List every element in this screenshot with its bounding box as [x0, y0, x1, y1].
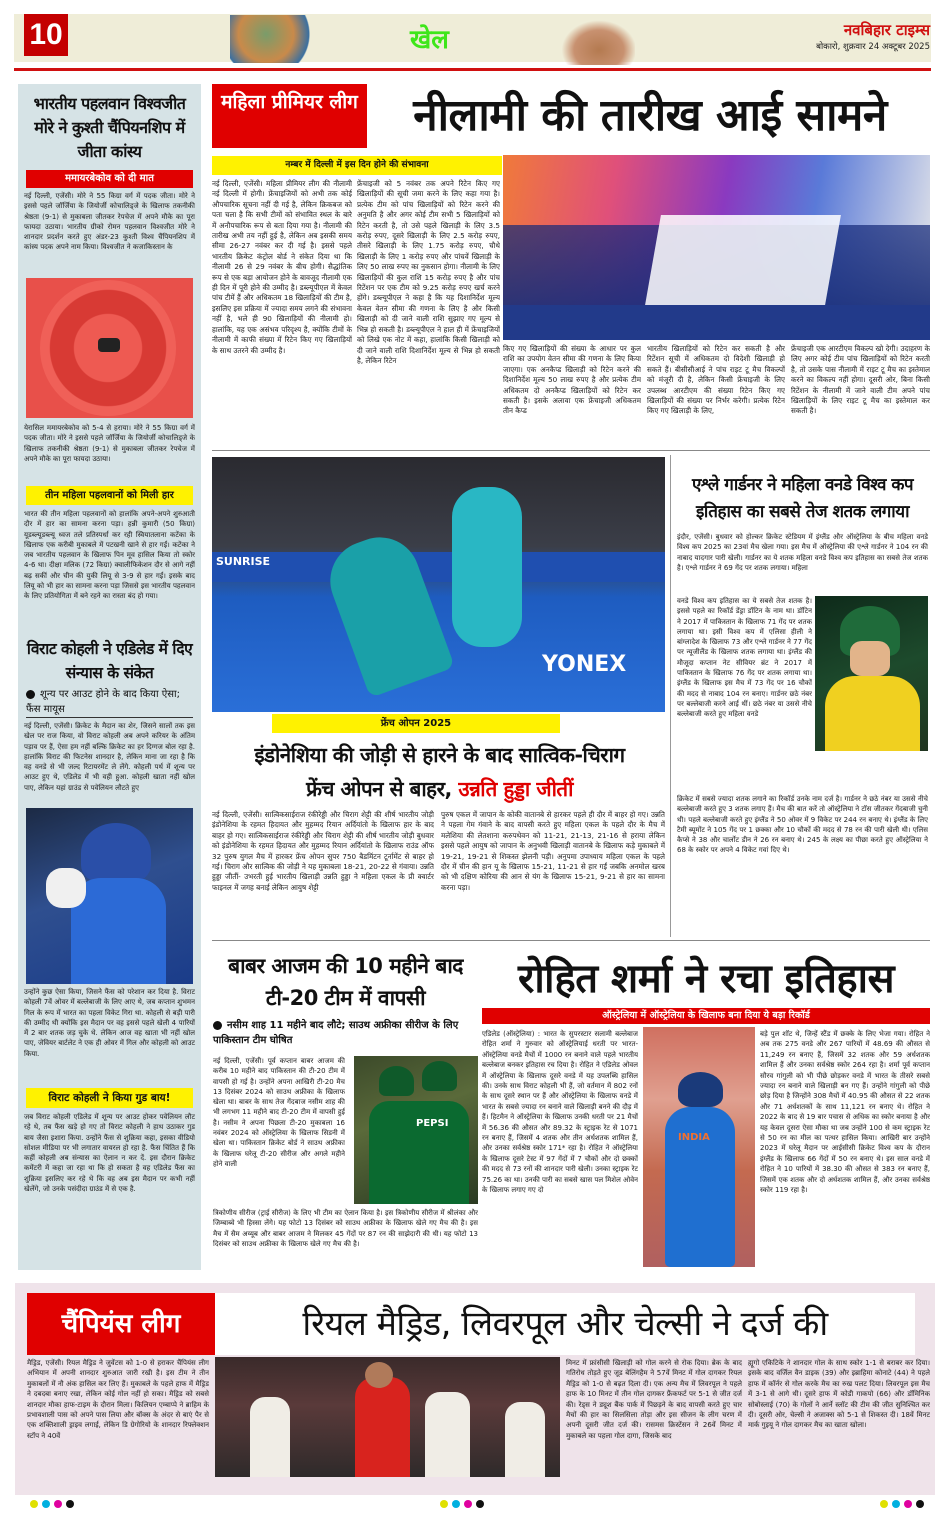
babar-bullet: [213, 1018, 478, 1048]
left-sidebar: [18, 84, 201, 1270]
wrestling-headline: भारतीय पहलवान विश्वजीत मोरे ने कुश्ती चैंपियनशिप में जीता कांस्य: [33, 94, 186, 161]
wpl-headline: नीलामी की तारीख आई सामने: [413, 90, 887, 141]
bullet-icon: [26, 690, 35, 699]
section-divider: [212, 450, 930, 451]
registration-mark: [904, 1500, 912, 1508]
bullet-icon: [213, 1021, 222, 1030]
babar-photo-jersey-text: PEPSI: [416, 1118, 449, 1129]
kohli-photo: [26, 808, 193, 984]
badminton-headline: [212, 738, 667, 806]
kohli-body-2: उन्होंने कुछ ऐसा किया, जिसने फैंस को परेशान कर दिया है. विराट कोहली 7वें ओवर में बल्लेबाजी के लिए आए थे, जब कप्तान शुभमन गिल के रूप में भारत का पहला विकेट गिरा था. कोहली से बड़ी पारी की उम्मीद थी क्योंकि इस मैदान पर वह इससे पहले खेली 4 पारियों में 2 बार शतक जड़ चुके थे. लेकिन आज वह खाता भी नहीं खोल पाए, जेवियर बार्टलेट ने एक ही ओवर में गिल और कोहली को आउट किया.: [24, 988, 195, 1058]
liverpool-photo: [215, 1357, 560, 1477]
wpl-strap: नम्बर में दिल्ली में इस दिन होने की संभावना: [212, 156, 502, 175]
badminton-col-1: नई दिल्ली, एजेंसी। सात्विकसाईराज रंकीरेड्डी और चिराग शेट्टी की शीर्ष भारतीय जोड़ी इंडोनेशिया के रहमत हिदायत और मुहम्मद रियान अर्दियांतो के खिलाफ हार के बाद बाहर हो गए। सात्विकसाईराज रंकीरेड्डी और चिराग शेट्टी की शीर्ष भारतीय जोड़ी बुधवार को इंडोनेशिया के रहमत हिदायत और मुहम्मद रियान अर्दियांतो के खिलाफ राउंड ऑफ 32 पुरुष युगल मैच में हारकर फ्रेंच ओपन सुपर 750 बैडमिंटन टूर्नामेंट से बाहर हो गई। चिराग और सात्विक की जोड़ी ने यह मुकाबला 18-21, 20-22 से गंवाया। उन्नति हुड्डा जीतीं- उभरती हुई भारतीय खिलाड़ी उन्नति हुड्डा ने महिला एकल के प्री क्वार्टर फाइनल में जगह बनाई लेकिन आयुष शेट्टी: [212, 810, 434, 892]
paper-name: नवबिहार टाइम्स: [843, 21, 930, 39]
gardner-body-bottom: क्रिकेट में सबसे ज्यादा शतक लगाने का रिकॉर्ड उनके नाम दर्ज है। गार्डनर ने छठे नंबर या उससे नीचे बल्लेबाजी करते हुए 3 शतक लगाए हैं। मैच की बात करें तो ऑस्ट्रेलिया ने टॉस जीतकर गेंदबाजी चुनी थी। पहले बल्लेबाजी करते हुए इंग्लैंड ने 50 ओवर में 9 विकेट पर 244 रन बनाए थे। इंग्लैंड के लिए टैमी ब्यूमोंट ने 105 गेंद पर 1 छक्का और 10 चौकों की मदद से 78 रन की पारी खेली थी। एलिस कैप्से ने 38 और चार्लोट डीन ने 26 रन बनाए थे। 245 के लक्ष्य का पीछा करते हुए ऑस्ट्रेलिया ने 68 के स्कोर पर अपने 4 विकेट गवां दिए थे।: [677, 795, 928, 855]
badminton-headline-line2: फ्रेंच ओपन से बाहर,: [306, 777, 452, 801]
registration-mark: [464, 1500, 472, 1508]
registration-mark: [30, 1500, 38, 1508]
wpl-col-4: भारतीय खिलाड़ियों को रिटेन कर सकती है और रिटेंशन सूची में अधिकतम दो विदेशी खिलाड़ी हो सकते हैं। बीसीसीआई ने पांच राइट टू मैच विकल्पों को मंजूरी दी है, लेकिन किसी फ्रेंचाइजी के लिए उपलब्ध आरटीएम की संख्या रिटेन किए गए खिलाड़ियों की संख्या पर निर्भर करेगी। प्रत्येक रिटेन किए गए खिलाड़ी के लिए,: [647, 344, 785, 416]
rohit-jersey-text: INDIA: [678, 1132, 710, 1143]
kohli-goodbye-headline: विराट कोहली ने किया गुड बाय!: [26, 1088, 193, 1108]
women-wrestlers-headline: तीन महिला पहलवानों को मिली हार: [26, 486, 193, 505]
wpl-kicker: महिला प्रीमियर लीग: [212, 84, 367, 148]
champions-col-3: ह्यूगो एकिटिके ने शानदार गोल के साथ स्कोर 1-1 से बराबर कर दिया। इसके बाद वर्जिल वैन डाइक (39) और इब्राहिमा कोनाटे (44) ने पहले हाफ में कॉर्नर से गोल करके मैच का रुख पलट दिया। लिवरपूल इस मैच में 3-1 से आगे थी। दूसरे हाफ में कोडी गाकपो (66) और डॉमिनिक सोबोस्लाई (70) के गोलों ने आर्ने स्लॉट की टीम की जीत सुनिश्चित कर दी। दूसरी ओर, चेल्सी ने अजाक्स को 5-1 से शिकस्त दी। 18वें मिनट मार्क गुइयू ने गोल दागकर मैच का खाता खोला।: [748, 1359, 930, 1430]
wpl-col-2: फ्रेंचाइजी को 5 नवंबर तक अपने रिटेन किए गए खिलाड़ियों की सूची जमा करने के लिए कहा गया है। प्रत्येक टीम को पांच खिलाड़ियों को रिटेन करने की अनुमति है और अगर कोई टीम सभी 5 खिलाड़ियों को रिटेन करती है, तो उसे पहले खिलाड़ी के लिए 3.5 करोड़ रुपए, दूसरे खिलाड़ी के लिए 2.5 करोड़ रुपए, तीसरे खिलाड़ी के लिए 1.75 करोड़ रुपए, चौथे खिलाड़ी के लिए 1 करोड़ रुपए और पांचवें खिलाड़ी के लिए 50 लाख रुपए का नुकसान होगा। नीलामी के लिए खिलाड़ियों की कुल राशि 15 करोड़ रुपए है और पांच रिटेंशन पर एक टीम को 9.25 करोड़ रुपए खर्च करने होंगे। डब्ल्यूपीएल ने कहा है कि यह दिशानिर्देश मूल्य केवल वेतन सीमा की गणना के लिए है और किसी खिलाड़ी को दी जाने वाली राशि सुझाए गए मूल्य से भिन्न हो सकती है। डब्ल्यूपीएल ने हाल ही में फ्रेंचाइजियों को लिखे एक नोट में कहा, हालांकि किसी खिलाड़ी को दी जाने वाली राशि दिशानिर्देश मूल्य से भिन्न हो सकती है, लेकिन रिटेन: [357, 179, 500, 365]
photo-sign-yonex: YONEX: [542, 652, 627, 677]
wrestling-subhead: ममायरबेकोव को दी मात: [26, 170, 193, 188]
champions-headline: रियल मैड्रिड, लिवरपूल और चेल्सी ने दर्ज की: [215, 1293, 915, 1355]
gardner-box: [670, 455, 932, 937]
champions-col-1: मैड्रिड, एजेंसी। रियल मैड्रिड ने जुवेंटस को 1-0 से हराकर चैंपियंस लीग अभियान में अपनी शानदार शुरुआत जारी रखी है। इस टीम ने तीन मुकाबलों में नौ अंक हासिल कर लिए हैं। मुकाबले के पहले हाफ में मैड्रिड ने दबदबा बनाए रखा, लेकिन कोई गोल नहीं हो सका। मैड्रिड को सबसे शानदार मौका हाफ-टाइम के दौरान मिला। किलियन एम्बाप्पे ने ब्राहिम के प्रभावशाली पास को अपने पास लिया और बॉक्स के अंदर से बाएं पैर से एक शक्तिशाली ड्राइव लगाई, लेकिन डि ग्रेगोरियो के शानदार रिफ्लेक्शन स्टॉप ने 40वें: [27, 1359, 209, 1440]
badminton-photo: [212, 457, 665, 712]
wrestling-body-2: येरासिल ममायरबेकोव को 5-4 से हराया। मोरे ने 55 किग्रा वर्ग में पदक जीता। मोरे ने इससे पहले जॉर्जिया के जियोर्जी कोचालिड्जे के खिलाफ तकनीकी श्रेष्ठता (9-1) से मुकाबला जीतकर रेपचेज में अपने मौके का पूरा फायदा उठाया।: [24, 424, 195, 463]
kohli-bullet: [26, 687, 193, 718]
rohit-photo: [643, 1027, 755, 1267]
badminton-col-2: पुरुष एकल में जापान के कोकी वातानबे से हारकर पहले ही दौर में बाहर हो गए। उन्नति ने पहला गेम गंवाने के बाद वापसी करते हुए महिला एकल के पहले दौर के मैच में मलेशिया की लेतशाना करुपथेवन को 11-21, 21-13, 21-16 से हराया लेकिन इससे पहले आयुष को जापान के अनुभवी खिलाड़ी वातानबे के खिलाफ कड़े मुकाबले में 19-21, 19-21 से शिकस्त झेलनी पड़ी। अनुपमा उपाध्याय महिला एकल के पहले दौर में चीन की हान यू के खिलाफ 15-21, 11-21 से हार गईं जबकि अनमोल खरब को भी दक्षिण कोरिया की आन से यंग के खिलाफ 15-21, 9-21 से हार का सामना करना पड़ा।: [441, 810, 665, 892]
kohli-bullet-text: शून्य पर आउट होने के बाद किया ऐसा; फैंस मायूस: [26, 689, 180, 715]
gardner-headline: एश्ले गार्डनर ने महिला वनडे विश्व कप इतिहास का सबसे तेज शतक लगाया: [691, 475, 914, 522]
badminton-headline-line1: इंडोनेशिया की जोड़ी से हारने के बाद सात्विक-चिराग: [254, 743, 625, 767]
champions-col-2: मिनट में फ्रांसीसी खिलाड़ी को गोल करने से रोक दिया। ब्रेक के बाद गतिरोध तोड़ते हुए जूड बेलिंगहैम ने 57वें मिनट में गोल दागकर रियल मैड्रिड को 1-0 से बढ़त दिला दी। एक अन्य मैच में लिवरपूल ने पहले हाफ के 10 मिनट में तीन गोल दागकर फ्रैंकफर्ट पर 5-1 से जीत दर्ज की। रेड्स ने ड्यूश बैंक पार्क में पिछड़ने के बाद वापसी करते हुए चार मैचों की हार का सिलसिला तोड़ा और इस सीजन के लीग चरण में अपनी दूसरी जीत दर्ज की। रासमस क्रिस्टेंसन ने 26वें मिनट में मुकाबले का पहला गोल दागा, जिसके बाद: [566, 1359, 742, 1440]
photo-sign-sunrise: SUNRISE: [216, 555, 271, 568]
wpl-col-3: किए गए खिलाड़ियों की संख्या के आधार पर कुल राशि का उपयोग वेतन सीमा की गणना के लिए किया जाएगा। एक अनकैप्ड खिलाड़ी को रिटेन करने की दिशानिर्देश मूल्य 50 लाख रुपए है और प्रत्येक टीम अधिकतम दो अनकैप्ड खिलाड़ियों को रिटेन कर सकती है। इसके अलावा एक फ्रेंचाइजी अधिकतम तीन कैप्ड: [503, 344, 641, 416]
badminton-headline-red: उन्नति हुड्डा जीतीं: [458, 777, 573, 801]
rohit-strap: ऑस्ट्रेलिया में ऑस्ट्रेलिया के खिलाफ बना दिया ये बड़ा रिकॉर्ड: [482, 1008, 930, 1024]
champions-kicker: चैंपियंस लीग: [27, 1293, 215, 1355]
women-wrestlers-body: भारत की तीन महिला पहलवानों को हालांकि अपने-अपने शुरुआती दौर में हार का सामना करना पड़ा। हन्नी कुमारी (50 किग्रा) यूडब्ल्यूडब्ल्यू ध्वज तले प्रतिस्पर्धा कर रही स्वियातलाना कटेंका के खिलाफ एक करीबी मुकाबले में पटखनी खाने से हार गईं। कटेंका ने जब भारतीय पहलवान के खिलाफ पिन मूव हासिल किया तो स्कोर 4-6 था। दीक्षा मलिक (72 किग्रा) क्वालीफिकेशन दौर से आगे नहीं बढ़ सकीं और चीन की युकी लियू से 3-9 से हार गईं। इसके बाद लियू को भी हार का सामना करना पड़ा जिससे इस भारतीय पहलवान के लिए प्रतियोगिता में बने रहने का रास्ता बंद हो गया।: [24, 510, 195, 601]
jharkhand-map-collage: [230, 15, 320, 63]
registration-mark: [880, 1500, 888, 1508]
registration-mark: [916, 1500, 924, 1508]
babar-body-bottom: त्रिकोणीय सीरीज (ट्राई सीरीज) के लिए भी टीम का ऐलान किया है। इस त्रिकोणीय सीरीज में श्रीलंका और जिम्बाब्वे भी हिस्सा लेंगे। यह फोटो 13 दिसंबर को साउथ अफ्रीका के खिलाफ खेले गए मैच की है। इस मैच में सैम अय्यूब और बाबर आजम ने मिलकर 45 गेंदों पर 87 रन की साझेदारी की थी। यह फोटो 13 दिसंबर को साउथ अफ्रीका के खिलाफ खेले गए मैच की है।: [213, 1209, 478, 1248]
wpl-col-1: नई दिल्ली, एजेंसी। महिला प्रीमियर लीग की नीलामी नई दिल्ली में होगी। फ्रेंचाइजियों को अभी तक कोई औपचारिक सूचना नहीं दी गई है, लेकिन क्रिकबज को पता चला है कि सभी टीमों को संभावित स्थल के बारे में अनौपचारिक रूप से बता दिया गया है। नीलामी की तारीख अभी तय नहीं हुई है, लेकिन अब इसकी समय सीमा 26-27 नवंबर कर दी गई है। इससे पहले भारतीय क्रिकेट कंट्रोल बोर्ड ने संकेत दिया था कि नीलामी 26 से 29 नवंबर के बीच होगी। सैद्धांतिक रूप से एक बड़ा आयोजन होने के बावजूद नीलामी एक ही दिन में पूरी होने की उम्मीद है। डब्ल्यूपीएल में केवल पांच टीमें हैं और अधिकतम 18 खिलाड़ियों की टीम है, इसलिए इस प्रक्रिया में ज्यादा समय लगने की संभावना नहीं है, भले ही 90 खिलाड़ियों की नीलामी हो। हालांकि, यह एक असंभव परिदृश्य है, क्योंकि टीमों के नीलामी में काफी संख्या में रिटेन किए गए खिलाड़ियों के साथ उतरने की उम्मीद है।: [212, 179, 352, 355]
babar-photo: [354, 1056, 478, 1204]
babar-story: [213, 950, 478, 1268]
registration-mark: [66, 1500, 74, 1508]
wpl-team-photo: [503, 155, 930, 340]
registration-mark: [452, 1500, 460, 1508]
registration-mark: [476, 1500, 484, 1508]
registration-mark: [42, 1500, 50, 1508]
wrestling-body-1: नई दिल्ली, एजेंसी। मोरे ने 55 किग्रा वर्ग में पदक जीता। मोरे ने इससे पहले जॉर्जिया के जियोर्जी कोचालिड्जे के खिलाफ तकनीकी श्रेष्ठता (9-1) से मुकाबला जीतकर रेपचेज में अपने मौके का पूरा फायदा उठाया। भारतीय ग्रीको रोमन पहलवान विश्वजीत मोरे ने शानदार प्रदर्शन करते हुए अंडर-23 कुश्ती विश्व चैंपियनशिप में कांस्य पदक अपने नाम किया। विश्वजीत ने कजाकिस्तान के: [24, 192, 195, 252]
section-divider: [212, 940, 930, 941]
page-number: 10: [24, 14, 68, 56]
rohit-col-2: बड़े पुल शॉट थे, जिन्हें स्टैंड में छक्के के लिए भेजा गया। रोहित ने अब तक 275 वनडे और 267 पारियों में 48.69 की औसत से 11,249 रन बनाए हैं, जिसमें 32 शतक और 59 अर्धशतक शामिल हैं और उनका सर्वश्रेष्ठ स्कोर 264 रहा है। शर्मा पूर्व कप्तान सौरव गांगुली को भी पीछे छोड़कर वनडे में भारत के तीसरे सबसे ज्यादा रन बनाने वाले खिलाड़ी बन गए हैं। उन्होंने गांगुली को पीछे छोड़ दिया है जिन्होंने 308 मैचों में 40.95 की औसत से 22 शतक और 71 अर्धशतकों के साथ 11,121 रन बनाए थे। रोहित ने 2022 के बाद से 19 बार पचास से अधिक का स्कोर बनाया है और यह केवल दूसरा ऐसा मौका था जब उन्होंने 100 से कम स्ट्राइक रेट से 50 रन का मील का पत्थर हासिल किया। आखिरी बार उन्होंने 2023 में घरेलू मैदान पर आईसीसी क्रिकेट विश्व कप के दौरान इंग्लैंड के खिलाफ 66 गेंदों में 50 रन बनाए थे। इस साल वनडे में रोहित ने 10 पारियों में 38.30 की औसत से 383 रन बनाए हैं, जिसमें एक शतक और दो अर्धशतक शामिल हैं, और उनका सर्वश्रेष्ठ स्कोर 119 रहा है।: [760, 1030, 930, 1195]
kohli-body-1: नई दिल्ली, एजेंसी। क्रिकेट के मैदान का शेर, जिसने सालों तक इस खेल पर राज किया, वो विराट कोहली अब अपने करियर के अंतिम पड़ाव पर हैं, ऐसा हम नहीं बल्कि क्रिकेट का हर दिग्गज बोल रहा है. हालांकि विराट की फिटनेस शानदार है, लेकिन माना जा रहा है कि वह वनडे से भी जल्द रिटायरमेंट ले लेंगे. कोहली पर्थ में शून्य पर आउट हुए थे, एडिलेड में भी वही हुआ. कोहली खाता नहीं खोल पाए, लेकिन यहां ग्राउंड से पवेलियन लौटते हुए: [24, 722, 195, 792]
rohit-col-1: एडिलेड (ऑस्ट्रेलिया) : भारत के सुपरस्टार सलामी बल्लेबाज रोहित शर्मा ने गुरुवार को ऑस्ट्रेलियाई धरती पर भारत-ऑस्ट्रेलिया वनडे मैचों में 1000 रन बनाने वाले पहले भारतीय बल्लेबाज बनकर इतिहास रच दिया है। रोहित ने एडिलेड ओवल में ऑस्ट्रेलिया के खिलाफ दूसरे वनडे में यह उपलब्धि हासिल की। उनके साथ विराट कोहली भी हैं, जो वर्तमान में 802 रनों के साथ दूसरे स्थान पर हैं और ऑस्ट्रेलिया के खिलाफ वनडे में भारत के सबसे ज्यादा रन बनाने वाले खिलाड़ी बनने की दौड़ में हैं। हिटमैन ने ऑस्ट्रेलिया के खिलाफ उनकी धरती पर 21 मैचों में 56.36 की औसत और 89.32 के स्ट्राइक रेट से 1071 रन बनाए हैं, जिसमें 4 शतक और तीन अर्धशतक शामिल हैं, और उनका सर्वश्रेष्ठ स्कोर 171* रहा है। रोहित ने ऑस्ट्रेलिया के खिलाफ दूसरे टेस्ट में 97 गेंदों में 7 चौकों और दो छक्कों की मदद से 73 रनों की शानदार पारी खेली। उनका स्ट्राइक रेट 75.26 का था। उनकी पारी का सबसे खास पल मिशेल ओवेन के खिलाफ लगाए गए दो: [482, 1030, 638, 1195]
gardner-body-left: वनडे विश्व कप इतिहास का ये सबसे तेज शतक है। इससे पहले का रिकॉर्ड डेंड्रा डॉटिन के नाम था। डॉटिन ने 2017 में पाकिस्तान के खिलाफ 71 गेंद पर शतक लगाया था। इसी विश्व कप में एलिसा हीली ने बांग्लादेश के खिलाफ 73 और एश्ले गार्डनर ने 77 गेंद पर न्यूजीलैंड के खिलाफ शतक लगाया था। इंग्लैंड की मौजूदा कप्तान नेट सीवियर ब्रंट ने 2017 में पाकिस्तान के खिलाफ 76 गेंद पर शतक लगाया था। इंग्लैंड के खिलाफ इस मैच में 73 गेंद पर 16 चौकों की मदद से नाबाद 104 रन बनाए। गार्डनर छठे नंबर पर बल्लेबाजी करने आई थीं। छठे नंबर या उससे नीचे बल्लेबाजी करते हुए महिला वनडे: [677, 597, 812, 719]
wpl-col-5: फ्रेंचाइजी एक आरटीएम विकल्प खो देगी। उदाहरण के लिए अगर कोई टीम पांच खिलाड़ियों को रिटेन करती है, तो उसके पास नीलामी में राइट टू मैच का इस्तेमाल करने का विकल्प नहीं होगा। दूसरी ओर, बिना किसी रिटेंशन के नीलामी में जाने वाली टीम अपने पांच खिलाड़ियों के लिए राइट टू मैच का इस्तेमाल कर सकती है।: [791, 344, 930, 416]
registration-mark: [892, 1500, 900, 1508]
gardner-body-top: इंदौर, एजेंसी। बुधवार को होल्कर क्रिकेट स्टेडियम में इंग्लैंड और ऑस्ट्रेलिया के बीच महिला वनडे विश्व कप 2025 का 23वां मैच खेला गया। इस मैच में ऑस्ट्रेलिया की एश्ले गार्डनर ने 104 रन की नाबाद यादगार पारी खेली। गार्डनर का ये शतक महिला वनडे विश्व कप इतिहास का सबसे तेज शतक है। एश्ले गार्डनर ने 69 गेंद पर शतक लगाया। महिला: [677, 533, 928, 572]
babar-body-top: नई दिल्ली, एजेंसी। पूर्व कप्तान बाबर आजम की करीब 10 महीने बाद पाकिस्तान की टी-20 टीम में वापसी हो गई है। उन्होंने अपना आखिरी टी-20 मैच 13 दिसंबर 2024 को साउथ अफ्रीका के खिलाफ खेला था। बाबर के साथ तेज गेंदबाज नसीम शाह की भी लगभग 11 महीने बाद टी-20 टीम में वापसी हुई है। नसीम ने अपना पिछला टी-20 मुकाबला 16 नवंबर 2024 को ऑस्ट्रेलिया के खिलाफ सिडनी में खेला था। पाकिस्तान क्रिकेट बोर्ड ने साउथ अफ्रीका के खिलाफ घरेलू टी-20 सीरीज और अगले महीने होने वाली: [213, 1057, 345, 1168]
registration-mark: [54, 1500, 62, 1508]
babar-bullet-text: नसीम शाह 11 महीने बाद लौटे; साउथ अफ्रीका सीरीज के लिए पाकिस्तान टीम घोषित: [213, 1020, 459, 1046]
kohli-retirement-headline: विराट कोहली ने एडिलेड में दिए संन्यास के संकेत: [26, 640, 193, 682]
gardner-photo: [815, 596, 928, 751]
babar-headline: बाबर आजम की 10 महीने बाद टी-20 टीम में वापसी: [228, 954, 463, 1010]
section-title: खेल: [410, 25, 449, 55]
statue-illustration: [555, 15, 635, 65]
wrestling-photo: [26, 278, 193, 418]
masthead-divider: [14, 68, 931, 71]
french-open-label: फ्रेंच ओपन 2025: [272, 714, 560, 733]
dateline: बोकारो, शुक्रवार 24 अक्टूबर 2025: [816, 42, 930, 52]
kohli-goodbye-body: जब विराट कोहली एडिलेड में शून्य पर आउट होकर पवेलियन लौट रहे थे, तब फैंस खड़े हो गए तो विराट कोहली ने हाथ उठाकर गुड बाय जैसा इशारा किया. उन्होंने फैंस से शुक्रिया कहा, इसका वीडियो सोशल मीडिया पर भी लगातार वायरल हो रहा है. फैंस चिंतित हैं कि कहीं कोहली अब संन्यास का ऐलान न कर दें. इस दौरान क्रिकेट कमेंटरी में कहा जा रहा था कि हो सकता है वह एडिलेड फैंस का शुक्रिया इसलिए कर रहे थे कि वह अब इस मैदान पर कभी नहीं खेलेंगे, जो उनके पसंदीदा ग्राउंड में से एक है.: [24, 1113, 195, 1194]
registration-mark: [440, 1500, 448, 1508]
rohit-headline: रोहित शर्मा ने रचा इतिहास: [517, 956, 895, 1002]
